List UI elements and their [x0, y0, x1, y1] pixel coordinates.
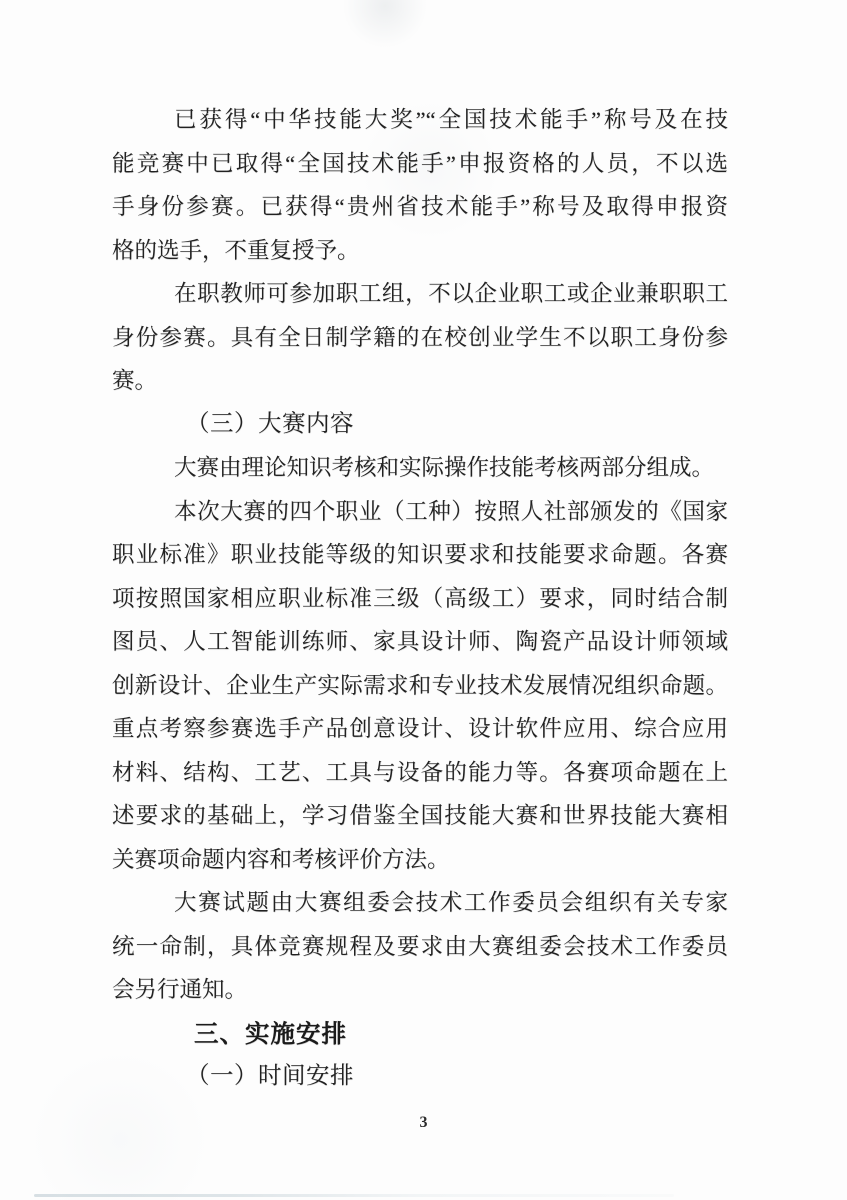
document-body — [112, 98, 728, 1099]
paragraph — [112, 272, 728, 403]
text-line: 述要求的基础上，学习借鉴全国技能大赛和世界技能大赛相 — [112, 803, 728, 828]
text-line: 手身份参赛。已获得“贵州省技术能手”称号及取得申报资 — [112, 194, 728, 219]
text-line: 大赛由理论知识考核和实际操作技能考核两部分组成。 — [174, 455, 715, 480]
text-line: 在职教师可参加职工组，不以企业职工或企业兼职职工 — [174, 281, 728, 306]
text-line: 能竞赛中已取得“全国技术能手”申报资格的人员，不以选 — [112, 150, 728, 176]
text-line: 图员、人工智能训练师、家具设计师、陶瓷产品设计师领域 — [112, 629, 728, 654]
text-line: 职业标准》职业技能等级的知识要求和技能要求命题。各赛 — [112, 542, 728, 567]
paragraph — [112, 446, 728, 490]
paragraph — [112, 98, 728, 272]
text-line: 大赛试题由大赛组委会技术工作委员会组织有关专家 — [174, 890, 728, 915]
text-line: 创新设计、企业生产实际需求和专业技术发展情况组织命题。 — [112, 672, 728, 698]
text-line: 关赛项命题内容和考核评价方法。 — [112, 846, 450, 872]
page-number: 3 — [419, 1114, 428, 1131]
text-line: 统一命制，具体竞赛规程及要求由大赛组委会技术工作委员 — [112, 933, 728, 959]
text-line: 赛。 — [112, 368, 158, 393]
section-heading: 三、实施安排 — [194, 1018, 347, 1048]
scan-edge-artifact — [34, 1194, 674, 1197]
text-line: 会另行通知。 — [112, 977, 248, 1002]
text-line: 重点考察参赛选手产品创意设计、设计软件应用、综合应用 — [112, 716, 728, 741]
paragraph — [112, 490, 728, 882]
text-line: 身份参赛。具有全日制学籍的在校创业学生不以职工身份参 — [112, 324, 728, 350]
text-line: 材料、结构、工艺、工具与设备的能力等。各赛项命题在上 — [112, 759, 728, 785]
text-line: 已获得“中华技能大奖”“全国技术能手”称号及在技 — [174, 107, 728, 132]
text-line: 项按照国家相应职业标准三级（高级工）要求，同时结合制 — [112, 585, 728, 611]
subsection-heading: （三）大赛内容 — [186, 410, 354, 437]
subsection-heading: （一）时间安排 — [186, 1063, 354, 1089]
paragraph — [112, 881, 728, 1012]
text-line: 本次大赛的四个职业（工种）按照人社部颁发的《国家 — [174, 498, 728, 524]
text-line: 格的选手，不重复授予。 — [112, 237, 360, 263]
